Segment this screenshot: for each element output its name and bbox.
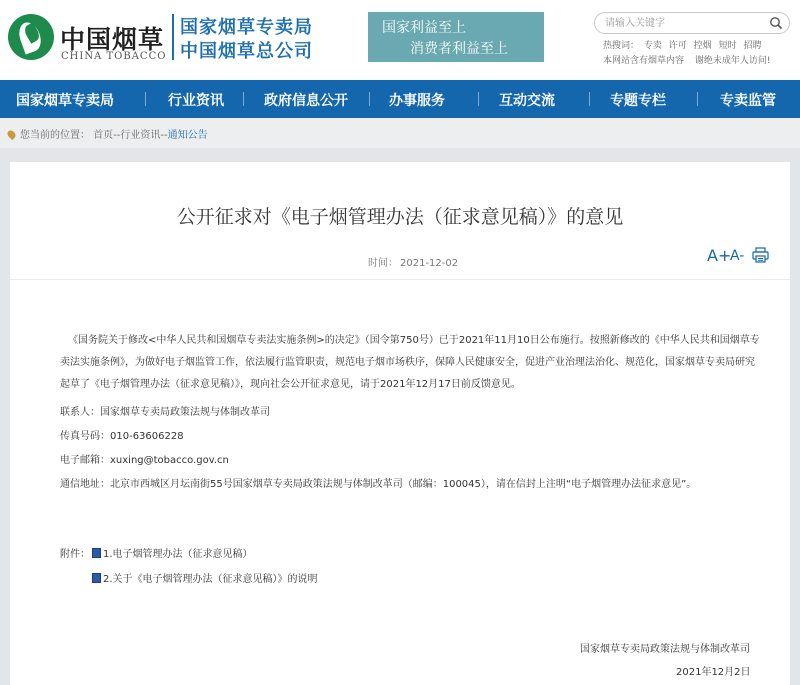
nav-separator xyxy=(369,92,370,106)
article-meta xyxy=(368,254,458,269)
font-decrease-button[interactable]: A- xyxy=(730,248,745,264)
breadcrumb xyxy=(0,118,800,148)
org-name-2: 中国烟草总公司 xyxy=(180,41,313,62)
attachment-title: 2.关于《电子烟管理办法（征求意见稿）》的说明 xyxy=(103,574,318,585)
breadcrumb-prefix: 您当前的位置： xyxy=(20,130,90,141)
word-doc-icon xyxy=(92,548,101,558)
breadcrumb-home[interactable]: 首页 xyxy=(93,130,114,141)
nav-separator xyxy=(243,92,244,106)
signature-date: 2021年12月2日 xyxy=(676,667,751,678)
time-label: 时间： xyxy=(368,258,398,269)
notice-text-1: 本网站含有烟草内容 xyxy=(603,56,685,66)
slogan-line-2: 消费者利益至上 xyxy=(410,41,508,57)
article-body xyxy=(60,330,760,396)
header-divider xyxy=(172,14,174,60)
attachments-label: 附件： xyxy=(60,549,90,560)
attachment-link[interactable] xyxy=(92,570,318,585)
attachment-title: 1.电子烟管理办法（征求意见稿） xyxy=(103,549,253,560)
main-nav xyxy=(0,80,800,118)
nav-separator xyxy=(697,92,698,106)
nav-item-services[interactable]: 办事服务 xyxy=(389,93,445,109)
search-icon[interactable] xyxy=(769,16,783,30)
nav-separator xyxy=(145,92,146,106)
hot-word-link[interactable]: 控烟 xyxy=(693,41,712,51)
fax-line: 传真号码：010-63606228 xyxy=(60,431,184,442)
china-tobacco-logo[interactable] xyxy=(8,10,168,65)
word-doc-icon xyxy=(92,573,101,583)
attachment-link[interactable] xyxy=(92,545,253,560)
breadcrumb-trail xyxy=(8,126,208,141)
print-icon[interactable] xyxy=(752,247,769,263)
notice-text-2: 谢绝未成年人访问! xyxy=(694,56,771,66)
nav-item-topics[interactable]: 专题专栏 xyxy=(610,93,666,109)
address-line: 通信地址：北京市西城区月坛南街55号国家烟草专卖局政策法规与体制改革司（邮编：100045），请在信封上注明“电子烟管理办法征求意见”。 xyxy=(60,479,697,490)
contact-line: 联系人：国家烟草专卖局政策法规与体制改革司 xyxy=(60,407,270,418)
hot-words xyxy=(603,38,765,51)
hot-word-link[interactable]: 短时 xyxy=(718,41,737,51)
nav-separator xyxy=(589,92,590,106)
minor-notice xyxy=(603,53,779,66)
font-increase-button[interactable]: A+ xyxy=(707,246,732,265)
breadcrumb-sep: -- xyxy=(113,130,121,141)
article-panel xyxy=(10,162,790,685)
search-box xyxy=(594,12,790,34)
breadcrumb-section[interactable]: 行业资讯 xyxy=(120,130,161,141)
search-input[interactable] xyxy=(605,15,765,31)
email-line: 电子邮箱：xuxing@tobacco.gov.cn xyxy=(60,455,229,466)
hot-words-label: 热搜词： xyxy=(603,41,640,51)
org-name-1: 国家烟草专卖局 xyxy=(180,17,313,38)
nav-item-gov-info[interactable]: 政府信息公开 xyxy=(264,93,348,109)
nav-item-industry-news[interactable]: 行业资讯 xyxy=(168,93,224,109)
hot-word-link[interactable]: 专卖 xyxy=(643,41,662,51)
nav-separator xyxy=(478,92,479,106)
slogan-banner xyxy=(368,12,544,62)
breadcrumb-current[interactable]: 通知公告 xyxy=(167,130,208,141)
publish-date: 2021-12-02 xyxy=(400,258,459,269)
location-pin-icon xyxy=(6,129,17,140)
signature: 国家烟草专卖局政策法规与体制改革司 xyxy=(580,644,750,655)
site-header xyxy=(0,0,800,80)
nav-item-supervision[interactable]: 专卖监管 xyxy=(720,93,776,109)
title-divider xyxy=(10,279,790,280)
hot-word-link[interactable]: 招聘 xyxy=(743,41,762,51)
logo-english-text: CHINA TOBACCO xyxy=(61,51,167,62)
nav-item-interaction[interactable]: 互动交流 xyxy=(499,93,555,109)
nav-item-home[interactable]: 国家烟草专卖局 xyxy=(16,93,114,109)
breadcrumb-sep: -- xyxy=(160,130,168,141)
logo-chinese-text: 中国烟草 xyxy=(60,25,165,54)
hot-word-link[interactable]: 许可 xyxy=(668,41,687,51)
slogan-line-1: 国家利益至上 xyxy=(382,20,466,36)
article-title: 公开征求对《电子烟管理办法（征求意见稿）》的意见 xyxy=(176,206,624,228)
intro-paragraph: 《国务院关于修改<中华人民共和国烟草专卖法实施条例>的决定》（国令第750号）已于2021年11月10日公布施行。按照新修改的《中华人民共和国烟草专卖法实施条例》，为做好电子烟监管工作，依法履行监管职责，规范电子烟市场秩序，保障人民健康安全，促进产业治理法治化、规范化，国家烟草专卖局研究起草了《电子烟管理办法（征求意见稿）》，现向社会公开征求意见，请于2021年12月17日前反馈意见。 xyxy=(60,335,760,390)
